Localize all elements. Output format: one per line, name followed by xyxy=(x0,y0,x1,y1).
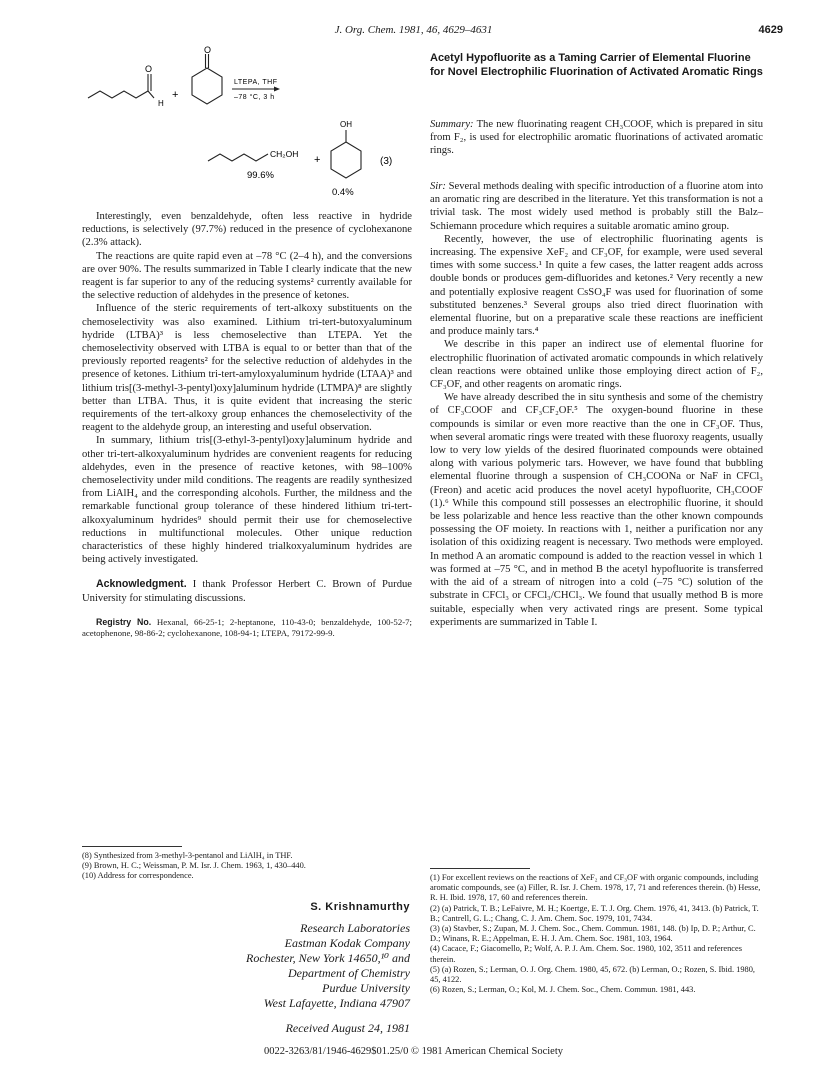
equation-number: (3) xyxy=(380,156,393,167)
author-name: S. Krishnamurthy xyxy=(310,901,410,913)
footnote-rule xyxy=(82,846,182,847)
footnote: (2) (a) Patrick, T. B.; LeFaivre, M. H.; Koertge, E. T. J. Org. Chem. 1976, 41, 3413. (b) Patrick, T. B.; Cantrell, G. L.; Chang, C. J. Am. Chem. Soc. 1979, 101, 7434. xyxy=(430,903,759,923)
footnote: (6) Rozen, S.; Lerman, O.; Kol, M. J. Chem. Soc., Chem. Commun. 1981, 443. xyxy=(430,985,696,995)
footnote: (3) (a) Stavber, S.; Zupan, M. J. Chem. Soc., Chem. Commun. 1981, 148. (b) Ip, D. P.; Arthur, C. D.; Winans, R. E.; Appelman, E. H. J. Am. Chem. Soc. 1981, 103, 1964. xyxy=(430,924,756,944)
registry-label: Registry No. xyxy=(96,616,152,627)
aldehyde-oxygen: O xyxy=(145,64,153,74)
yield-hexanol: 99.6% xyxy=(247,170,274,181)
registry-numbers: Registry No. Hexanal, 66-25-1; 2-heptanone, 110-43-0; benzaldehyde, 100-52-7; acetophenone, 98-86-2; cyclohexanone, 108-94-1; LTEPA, 79172-99-9. xyxy=(82,616,412,638)
reaction-scheme xyxy=(82,46,412,196)
sir-label: Sir: xyxy=(430,181,446,192)
running-head xyxy=(0,24,827,40)
condition-label: –78 °C, 3 h xyxy=(234,94,275,101)
article-title: Acetyl Hypofluorite as a Taming Carrier of Elemental Fluorine for Novel Electrophilic Fluorination of Activated Aromatic Rings xyxy=(430,52,763,78)
summary-label: Summary: xyxy=(430,119,474,130)
paragraph: Influence of the steric requirements of tert-alkoxy substituents on the chemoselectivity was also examined. Lithium tri-tert-butoxyaluminum hydride (LTBA)³ is less chemoselective than LTEPA. Yet the chemoselectivity observed with LTBA is equal to or better than that of the previously reported reagents² for the selective reduction of aldehydes in the presence of ketones. Lithium tri-tert-amyloxyaluminum hydride (LTAA)³ and lithium tris[(3-methyl-3-pentyl)oxy]aluminum hydride (LTMPA)⁸ are slightly better than LTBA. Thus, it is quite evident that increasing the steric requirements of the tert-alkoxy group enhances the chemoselectivity of the reagent to the aldehyde group, an interesting and useful observation. xyxy=(82,303,412,434)
footnote: (9) Brown, H. C.; Weissman, P. M. Isr. J. Chem. 1963, 1, 430–440. xyxy=(82,861,306,871)
left-column xyxy=(82,210,412,639)
acknowledgment: Acknowledgment. I thank Professor Herbert C. Brown of Purdue University for stimulating discussions. xyxy=(82,578,412,604)
acknowledgment-label: Acknowledgment. xyxy=(96,578,187,591)
footnote: (5) (a) Rozen, S.; Lerman, O. J. Org. Chem. 1980, 45, 672. (b) Lerman, O.; Rozen, S. Ibid. 1980, 45, 4122. xyxy=(430,964,756,985)
cyclohexanol-structure xyxy=(331,142,361,178)
footnote-rule xyxy=(430,868,530,869)
hexanol-structure xyxy=(208,154,268,161)
paragraph: In summary, lithium tris[(3-ethyl-3-pentyl)oxy]aluminum hydride and other tri-tert-alkoxyaluminum hydrides are convenient reagents for reducing aldehydes, even in the presence of reactive ketones, with 98–100% chemoselectivity under mild conditions. The reagents are readily synthesized from LiAlH₄ and the corresponding alcohols. Further, the mildness and the remarkable functional group tolerance of these hindered lithium tri-tert-alkoxyaluminum hydrides⁹ should permit their use for chemoselective reductions in multifunctional molecules. Other unique reduction characteristics of these highly hindered trialkoxyaluminum hydrides are being actively investigated. xyxy=(82,435,412,566)
yield-cyclohexanol: 0.4% xyxy=(332,187,354,196)
author-affiliation: Research Laboratories Eastman Kodak Company Rochester, New York 14650,¹⁰ and Department of Chemistry Purdue University West Lafayette, Indiana 47907 xyxy=(246,921,410,1010)
page-number: 4629 xyxy=(758,24,783,36)
hexanal-structure xyxy=(88,91,154,98)
author-signature xyxy=(120,900,410,1036)
copyright-footer: 0022-3263/81/1946-4629$01.25/0 © 1981 American Chemical Society xyxy=(263,1046,564,1057)
paragraph: The reactions are quite rapid even at –78 °C (2–4 h), and the conversions are over 90%. The results summarized in Table I clearly indicate that the new reagent is far superior to any of the reducing systems² currently available for the selective reduction of aldehydes in the presence of ketones. xyxy=(82,250,412,302)
journal-citation: J. Org. Chem. 1981, 46, 4629–4631 xyxy=(334,24,493,36)
footnote: (8) Synthesized from 3-methyl-3-pentanol and LiAlH₄ in THF. xyxy=(82,851,293,860)
left-footnotes xyxy=(82,851,412,882)
paragraph: We have already described the in situ synthesis and some of the chemistry of CF₃COOF and CF₃CF₂OF.⁵ The oxygen-bound fluorine in these compounds is similar or even more reactive than the one in CF₃OF. Thus, when several aromatic rings were treated with these fluoroxy reagents, usually low to very low yields of the desired fluorinated compounds were obtained along with various polymeric tars. However, we have found that bubbling elemental fluorine through a suspension of CH₃COONa or NaF in CFCl₃ (Freon) and acetic acid produces the novel acetyl hypofluorite, CH₃COOF (1).⁶ While this compound still possesses an electrophilic fluorine, it should be less polarizable and hence less reactive than the other known compounds possessing the OF moiety. In reactions with 1, neither a purification nor any isolation of this oxidizing reagent is necessary. Two methods were employed. In method A an aromatic compound is added to the reaction vessel in which 1 was formed at –75 °C, and in method B the acetyl hypofluorite is transferred with the aid of a stream of nitrogen into a cold (–75 °C) solution of the substrate in CFCl₃ or CFCl₃/CHCl₃. We found that usually method B is more suitable, especially when very activated rings are present. Some typical experiments are summarized in Table I. xyxy=(430,392,763,628)
hexanol-label: CH₂OH xyxy=(270,149,299,159)
cyclohexanone-structure xyxy=(192,68,222,104)
right-footnotes xyxy=(430,873,763,995)
paragraph: Recently, however, the use of electrophilic fluorinating agents is increasing. The expensive XeF₂ and CF₃OF, for example, were used several times with some success.¹ In quite a few cases, the latter reagent adds across double bonds or produces gem-difluorides and ketones.² Very recently a new and potentially explosive reagent CsSO₄F was used for fluorination of some substituted benzenes.³ Several groups also tried direct fluorination with elemental fluorine, but on a preparative scale these reactions are inefficient and produce mainly tars.⁴ xyxy=(430,233,763,338)
footnote: (10) Address for correspondence. xyxy=(82,871,194,881)
plus-sign-2: + xyxy=(314,154,321,166)
hydroxyl-label: OH xyxy=(340,120,352,129)
right-column: Sir: Several methods dealing with specific introduction of a fluorine atom into an aromatic ring are described in the literature. Yet this transformation is not a trivial task. The most widely used method is probably still the Balz–Schiemann procedure which requires a suitable aromatic amino group. Recently, however, the use of electrophilic fluorinating agents is increasing. The expensive XeF₂ and CF₃OF, for example, were used several times with some success.¹ In quite a few cases, the latter reagent adds across double bonds or produces gem-difluorides and ketones.² Very recently a new and potentially explosive reagent CsSO₄F was used for fluorination of some substituted benzenes.³ Several groups also tried direct fluorination with elemental fluorine, but on a preparative scale these reactions are inefficient and produce mainly tars.⁴ We describe in this paper an indirect use of elemental fluorine for electrophilic fluorination of activated aromatic compounds in which relatively clean reactions were obtained unlike those employing direct action of F₂, CF₃OF, and other reagents on aromatic rings. We have already described the in situ synthesis and some of the chemistry of CF₃COOF and CF₃CF₂OF.⁵ The oxygen-bound fluorine in these compounds is similar or even more reactive than the one in CF₃OF. Thus, when several aromatic rings were treated with these fluoroxy reagents, usually low to very low yields of the desired fluorinated compounds were obtained along with various polymeric tars. However, we have found that bubbling elemental fluorine through a suspension of CH₃COONa or NaF in CFCl₃ (Freon) and acetic acid produces the novel acetyl hypofluorite, CH₃COOF (1).⁶ While this compound still possesses an electrophilic fluorine, it should be less polarizable and hence less reactive than the other known compounds possessing the OF moiety. In reactions with 1, neither a purification nor any isolation of this oxidizing reagent is necessary. Two methods were employed. In method A an aromatic compound is added to the reaction vessel in which 1 was formed at –75 °C, and in method B the acetyl hypofluorite is transferred with the aid of a stream of nitrogen into a cold (–75 °C) solution of the substrate in CFCl₃ or CFCl₃/CHCl₃. We found that usually method B is more suitable, especially when very activated rings are present. Some typical experiments are summarized in Table I. xyxy=(430,181,763,628)
paragraph: Interestingly, even benzaldehyde, often less reactive in hydride reductions, is selectively (97.7%) reduced in the presence of cyclohexanone (2.3% attack). xyxy=(82,211,412,249)
summary: Summary: The new fluorinating reagent CH₃COOF, which is prepared in situ from F₂, is used for electrophilic aromatic fluorinations of activated aromatic rings. xyxy=(430,119,763,157)
reagent-label: LTEPA, THF xyxy=(234,79,278,86)
received-date: Received August 24, 1981 xyxy=(285,1021,410,1035)
plus-sign: + xyxy=(172,89,179,101)
footnote: (1) For excellent reviews on the reactions of XeF₂ and CF₃OF with organic compounds, including aromatic compounds, see (a) Filler, R. Isr. J. Chem. 1978, 17, 71 and references therein. (b) Hesse, R. H. Ibid. 1978, 17, 60 and references therein. xyxy=(430,873,761,903)
paragraph: We describe in this paper an indirect use of elemental fluorine for electrophilic fluorination of activated aromatic compounds in which relatively clean reactions were obtained unlike those employing direct action of F₂, CF₃OF, and other reagents on aromatic rings. xyxy=(430,339,763,391)
ketone-oxygen: O xyxy=(204,46,212,55)
aldehyde-hydrogen: H xyxy=(158,99,164,108)
footnote: (4) Cacace, F.; Giacomello, P.; Wolf, A. P. J. Am. Chem. Soc. 1980, 102, 3511 and references therein. xyxy=(430,944,742,964)
